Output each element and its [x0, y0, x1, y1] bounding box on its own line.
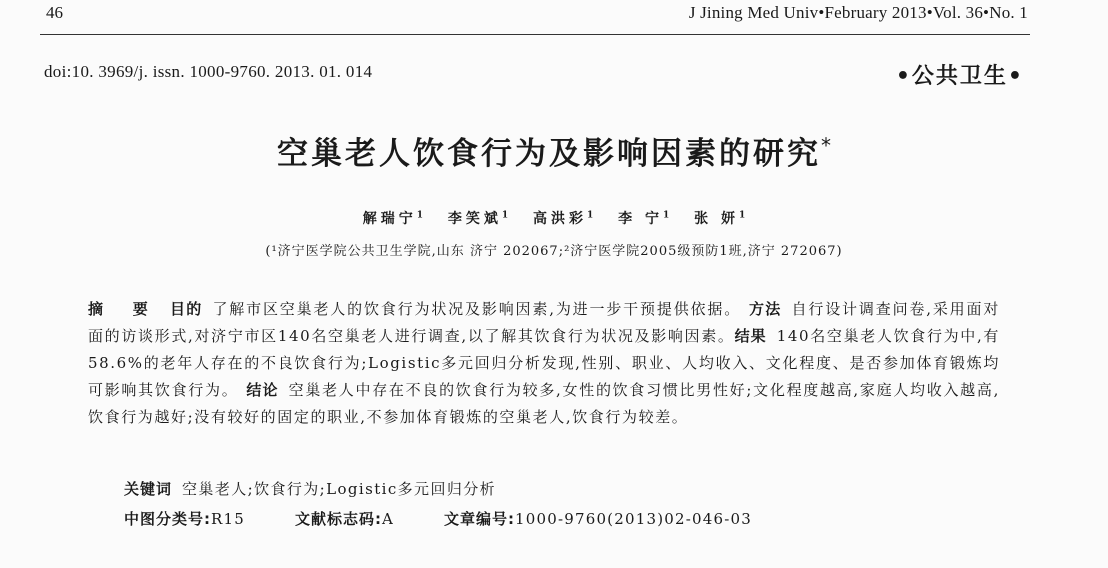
affiliations: (¹济宁医学院公共卫生学院,山东 济宁 202067;²济宁医学院2005级预防1班,济宁 272067): [265, 244, 843, 259]
methods-text: 自行设计调查问卷,采用面对面的访谈形式,对济宁市区140名空巢老人进行调查,以了解其饮食行为状况及影响因素。: [88, 300, 1000, 345]
objective-text: 了解市区空巢老人的饮食行为状况及影响因素,为进一步干预提供依据。: [212, 300, 742, 318]
results-label: 结果: [734, 327, 767, 345]
clc-value: R15: [211, 510, 245, 528]
section-label: •公共卫生•: [895, 64, 1024, 89]
paper-title: [0, 128, 1108, 173]
classification-line: [124, 508, 796, 529]
keywords-label: 关键词: [124, 480, 173, 498]
header-rule: [40, 34, 1030, 35]
objective-label: 目的: [169, 300, 203, 318]
author: 高洪彩$^1$: [532, 210, 594, 227]
author: 张 妍$^1$: [694, 210, 746, 227]
abstract-label: 摘 要: [88, 300, 160, 318]
author-list: [0, 208, 1108, 228]
clc-label: 中图分类号:: [124, 510, 211, 528]
article-no-label: 文章编号:: [443, 510, 515, 528]
doc-code-value: A: [381, 510, 394, 528]
page-number: 46: [46, 3, 63, 22]
article-no-value: 1000-9760(2013)02-046-03: [514, 510, 753, 528]
title-text: 空巢老人饮食行为及影响因素的研究: [277, 136, 821, 172]
methods-label: 方法: [749, 300, 782, 318]
author: 解瑞宁$^1$: [362, 210, 423, 227]
author: 李笑斌$^1$: [447, 210, 509, 227]
journal-header: J Jining Med Univ•February 2013•Vol. 36•No. 1: [688, 3, 1028, 22]
abstract: [88, 296, 1000, 431]
conclusion-text: 空巢老人中存在不良的饮食行为较多,女性的饮食习惯比男性好;文化程度越高,家庭人均收入越高,饮食行为越好;没有较好的固定的职业,不参加体育锻炼的空巢老人,饮食行为较差。: [88, 381, 1000, 426]
conclusion-label: 结论: [246, 381, 279, 399]
keywords-value: 空巢老人;饮食行为;Logistic多元回归分析: [182, 480, 497, 498]
doc-code-label: 文献标志码:: [294, 510, 382, 528]
results-text: 140名空巢老人饮食行为中,有58.6%的老年人存在的不良饮食行为;Logistic多元回归分析发现,性别、职业、人均收入、文化程度、是否参加体育锻炼均可影响其饮食行为。: [88, 327, 1000, 399]
title-footnote-mark: *: [821, 133, 831, 158]
doi-line: doi:10. 3969/j. issn. 1000-9760. 2013. 01. 014: [44, 62, 373, 81]
author: 李 宁$^1$: [618, 210, 670, 227]
keywords-line: [124, 478, 496, 499]
